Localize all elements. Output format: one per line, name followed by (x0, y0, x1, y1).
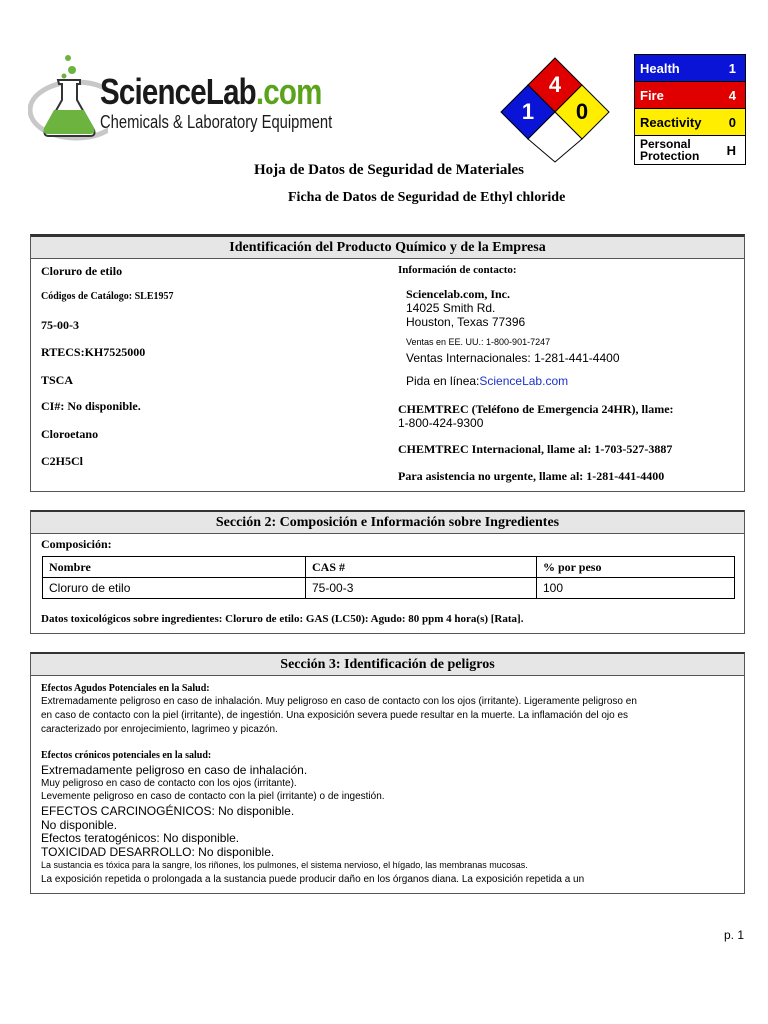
column-header-cas: CAS # (306, 557, 537, 578)
table-header-row (43, 557, 735, 578)
nfpa-protection-value: H (726, 142, 736, 158)
toxicological-data: Datos toxicológicos sobre ingredientes: Cloruro de etilo: GAS (LC50): Agudo: 80 ppm 4 hora(s) [Rata]. (41, 613, 524, 625)
cas-number: 75-00-3 (41, 318, 79, 332)
document-title: Hoja de Datos de Seguridad de Materiales (254, 162, 524, 178)
diamond-health-value: 1 (521, 99, 535, 124)
composition-table (42, 556, 735, 599)
acute-effects-line-3: caracterizado por enrojecimiento, lagrimeo y picazón. (41, 724, 278, 735)
sales-international: Ventas Internacionales: 1-281-441-4400 (406, 351, 620, 365)
nfpa-health-row (635, 55, 745, 82)
acute-effects-line-1: Extremadamente peligroso en caso de inhalación. Muy peligroso en caso de contacto con los ojos (irritante). Ligeramente peligroso en (41, 696, 637, 707)
diamond-reactivity-value: 0 (575, 99, 589, 124)
online-order-label: Pida en línea: (406, 374, 480, 388)
nfpa-health-label: Health (640, 60, 680, 76)
flask-icon (28, 50, 108, 142)
address-line-2: Houston, Texas 77396 (406, 315, 526, 329)
chemtrec-phone: 1-800-424-9300 (398, 416, 484, 430)
contact-label: Información de contacto: (398, 264, 517, 276)
document-subtitle: Ficha de Datos de Seguridad de Ethyl chloride (288, 190, 566, 205)
table-row (43, 578, 735, 599)
section-heading: Identificación del Producto Químico y de la Empresa (31, 237, 744, 259)
chronic-effects-label: Efectos crónicos potenciales en la salud: (41, 750, 212, 761)
nfpa-health-value: 1 (728, 60, 736, 76)
target-organs: La sustancia es tóxica para la sangre, los riñones, los pulmones, el sistema nervioso, el hígado, las membranas mucosas. (41, 860, 528, 870)
nfpa-fire-label: Fire (640, 87, 664, 103)
nfpa-rating-table (634, 54, 746, 165)
chronic-effect-2: Muy peligroso en caso de contacto con los ojos (irritante). (41, 778, 297, 789)
section-heading: Sección 3: Identificación de peligros (31, 654, 744, 676)
nfpa-reactivity-label: Reactivity (640, 114, 702, 130)
tsca-label: TSCA (41, 373, 74, 387)
repeated-exposure: La exposición repetida o prolongada a la sustancia puede producir daño en los órganos diana. La exposición repetida a un (41, 874, 585, 885)
sciencelab-link[interactable]: ScienceLab.com (479, 374, 569, 388)
logo-subtitle: Chemicals & Laboratory Equipment (100, 112, 333, 132)
chronic-effect-3: Levemente peligroso en caso de contacto con la piel (irritante) o de ingestión. (41, 791, 385, 802)
teratogenic-effects: Efectos teratogénicos: No disponible. (41, 831, 240, 845)
address-line-1: 14025 Smith Rd. (406, 301, 496, 315)
nfpa-diamond-icon (500, 56, 610, 164)
cell-cas: 75-00-3 (306, 578, 537, 599)
nfpa-fire-value: 4 (728, 87, 736, 103)
sales-us: Ventas en EE. UU.: 1-800-901-7247 (406, 337, 551, 347)
catalog-codes: Códigos de Catálogo: SLE1957 (41, 291, 174, 302)
nfpa-reactivity-value: 0 (728, 114, 736, 130)
chemtrec-label: CHEMTREC (Teléfono de Emergencia 24HR), llame: (398, 402, 674, 416)
nfpa-reactivity-row (635, 109, 745, 136)
synonym: Cloroetano (41, 427, 99, 441)
developmental-toxicity: TOXICIDAD DESARROLLO: No disponible. (41, 845, 275, 859)
ci-number: CI#: No disponible. (41, 399, 141, 413)
column-header-weight: % por peso (537, 557, 735, 578)
carcinogenic-effects: EFECTOS CARCINOGÉNICOS: No disponible. (41, 804, 295, 818)
product-name: Cloruro de etilo (41, 264, 123, 278)
company-name: Sciencelab.com, Inc. (406, 287, 510, 301)
logo-wordmark: ScienceLab.com (100, 71, 322, 112)
column-header-name: Nombre (43, 557, 306, 578)
cell-name: Cloruro de etilo (43, 578, 306, 599)
sciencelab-logo (28, 50, 333, 142)
acute-effects-line-2: en caso de contacto con la piel (irritante), de ingestión. Una exposición severa puede resultar en la muerte. La inflamación del ojo es (41, 710, 629, 721)
section-heading: Sección 2: Composición e Información sobre Ingredientes (31, 512, 744, 534)
acute-effects-label: Efectos Agudos Potenciales en la Salud: (41, 683, 210, 694)
chemtrec-international: CHEMTREC Internacional, llame al: 1-703-527-3887 (398, 442, 673, 456)
online-order (406, 374, 568, 388)
composition-label: Composición: (41, 537, 112, 551)
nfpa-protection-label: Personal Protection (640, 137, 700, 163)
rtecs-number: RTECS:KH7525000 (41, 345, 146, 359)
nfpa-fire-row (635, 82, 745, 109)
chronic-effect-1: Extremadamente peligroso en caso de inhalación. (41, 763, 308, 777)
page-number: p. 1 (724, 928, 745, 942)
chemical-formula: C2H5Cl (41, 454, 83, 468)
mutagenic-effects: No disponible. (41, 818, 118, 832)
cell-weight: 100 (537, 578, 735, 599)
diamond-fire-value: 4 (548, 72, 562, 97)
nfpa-protection-row (635, 136, 745, 164)
non-urgent-assistance: Para asistencia no urgente, llame al: 1-281-441-4400 (398, 469, 665, 483)
